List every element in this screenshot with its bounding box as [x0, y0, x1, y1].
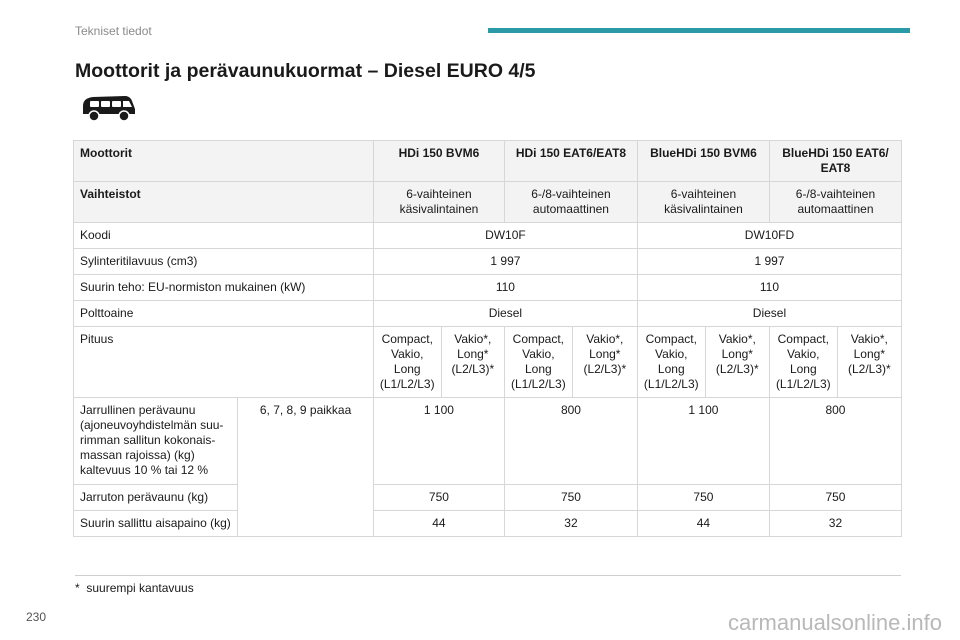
displacement-cell: 1 997 — [637, 249, 901, 275]
nose-weight-cell: 44 — [373, 511, 504, 537]
code-cell: DW10F — [373, 223, 637, 249]
braked-cell: 800 — [504, 398, 637, 485]
length-row — [74, 327, 902, 398]
gearbox-cell: 6-/8-vaihteinen automaattinen — [504, 182, 637, 223]
engine-header: BlueHDi 150 BVM6 — [637, 141, 769, 182]
nose-weight-cell: 32 — [769, 511, 901, 537]
fuel-row — [74, 301, 902, 327]
length-cell: Compact, Vakio, Long (L1/L2/L3) — [504, 327, 572, 398]
length-cell: Compact, Vakio, Long (L1/L2/L3) — [637, 327, 705, 398]
power-cell: 110 — [373, 275, 637, 301]
unbraked-cell: 750 — [769, 485, 901, 511]
footnote — [75, 581, 194, 595]
minivan-icon — [80, 92, 138, 124]
gearbox-row — [74, 182, 902, 223]
braked-cell: 1 100 — [637, 398, 769, 485]
row-label: Vaihteistot — [74, 182, 374, 223]
row-label: Jarrullinen perävaunu (ajoneuvoyhdistelmän suurimman sallitun kokonaismassan rajoissa) (kg) kaltevuus 10 % tai 12 % — [74, 398, 238, 485]
gearbox-cell: 6-/8-vaihteinen automaattinen — [769, 182, 901, 223]
row-label: Koodi — [74, 223, 374, 249]
braked-cell: 800 — [769, 398, 901, 485]
row-label: Jarruton perävaunu (kg) — [74, 485, 238, 511]
length-cell: Vakio*, Long* (L2/L3)* — [572, 327, 637, 398]
code-row — [74, 223, 902, 249]
power-row — [74, 275, 902, 301]
row-label: Pituus — [74, 327, 374, 398]
length-cell: Vakio*, Long* (L2/L3)* — [705, 327, 769, 398]
seats-cell: 6, 7, 8, 9 paikkaa — [238, 398, 374, 537]
row-label: Suurin teho: EU-normiston mukainen (kW) — [74, 275, 374, 301]
engine-header: HDi 150 EAT6/EAT8 — [504, 141, 637, 182]
nose-weight-cell: 32 — [504, 511, 637, 537]
length-cell: Vakio*, Long* (L2/L3)* — [441, 327, 504, 398]
displacement-row — [74, 249, 902, 275]
length-cell: Vakio*, Long* (L2/L3)* — [837, 327, 901, 398]
engine-header: BlueHDi 150 EAT6/ EAT8 — [769, 141, 901, 182]
footnote-divider — [75, 575, 901, 576]
fuel-cell: Diesel — [637, 301, 901, 327]
unbraked-cell: 750 — [373, 485, 504, 511]
page-title: Moottorit ja perävaunukuormat – Diesel EURO 4/5 — [75, 60, 536, 82]
unbraked-trailer-row — [74, 485, 902, 511]
watermark: carmanualsonline.info — [727, 610, 942, 635]
unbraked-cell: 750 — [637, 485, 769, 511]
row-label: Moottorit — [74, 141, 374, 182]
code-cell: DW10FD — [637, 223, 901, 249]
power-cell: 110 — [637, 275, 901, 301]
footnote-marker: * — [75, 581, 80, 595]
nose-weight-cell: 44 — [637, 511, 769, 537]
engines-row — [74, 141, 902, 182]
row-label: Sylinteritilavuus (cm3) — [74, 249, 374, 275]
braked-trailer-row — [74, 398, 902, 485]
row-label: Polttoaine — [74, 301, 374, 327]
unbraked-cell: 750 — [504, 485, 637, 511]
nose-weight-row — [74, 511, 902, 537]
length-cell: Compact, Vakio, Long (L1/L2/L3) — [769, 327, 837, 398]
gearbox-cell: 6-vaihteinen käsivalintainen — [373, 182, 504, 223]
footnote-text: suurempi kantavuus — [86, 581, 194, 595]
page-number: 230 — [26, 610, 47, 624]
section-header: Tekniset tiedot — [75, 24, 152, 38]
gearbox-cell: 6-vaihteinen käsivalintainen — [637, 182, 769, 223]
length-cell: Compact, Vakio, Long (L1/L2/L3) — [373, 327, 441, 398]
engine-specs-table — [73, 140, 902, 537]
engine-header: HDi 150 BVM6 — [373, 141, 504, 182]
row-label: Suurin sallittu aisapaino (kg) — [74, 511, 238, 537]
fuel-cell: Diesel — [373, 301, 637, 327]
header-accent-bar — [488, 28, 910, 33]
displacement-cell: 1 997 — [373, 249, 637, 275]
braked-cell: 1 100 — [373, 398, 504, 485]
